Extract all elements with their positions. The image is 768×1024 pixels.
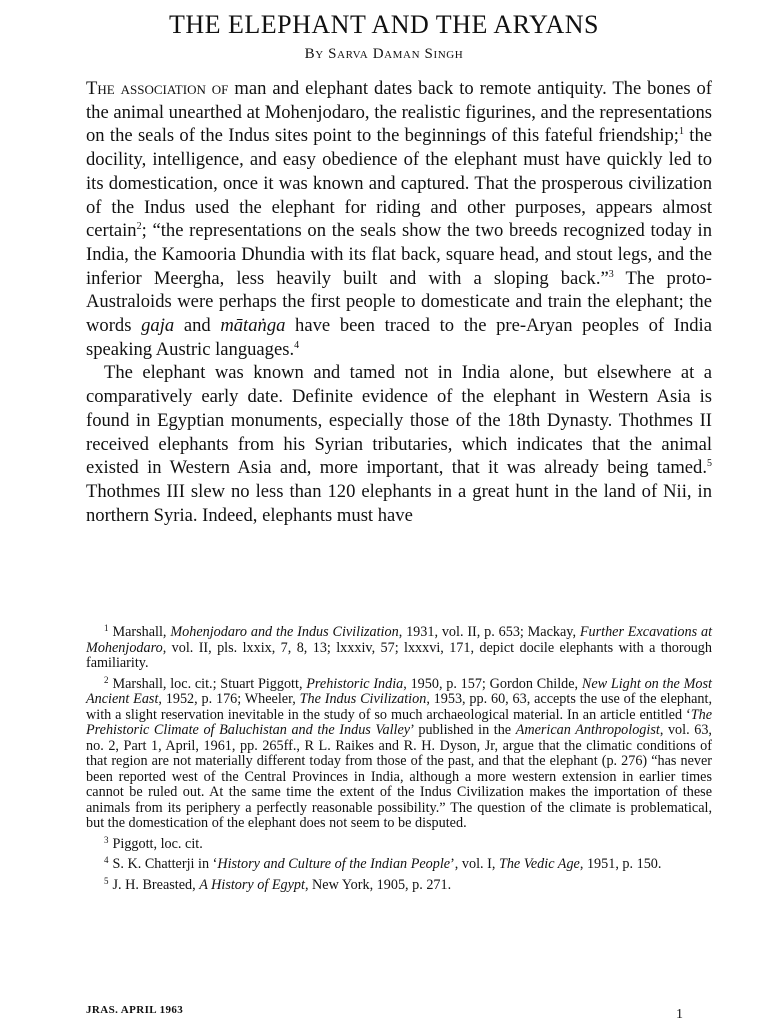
text-run: ; “the representations on the seals show the two breeds recognized today in India, the Kamooria Dhundia with its flat back, square head, and stout legs, and the inferior Meergha, less heavily built and with a sloping back.” (86, 220, 712, 289)
footnote-ref: 1 (678, 126, 684, 138)
paragraph-1 (86, 77, 712, 361)
footnote-number: 5 (104, 875, 109, 886)
text-run: have been traced to the pre-Aryan peoples of India speaking Austric languages. (86, 315, 712, 360)
text-run: , vol. II, pls. lxxix, 7, 8, 13; lxxxiv, 57; lxxxvi, 171, depict docile elephants with a thorough familiarity. (86, 639, 712, 671)
italic-title: New Light on the Most Ancient East (86, 675, 712, 707)
article-title: THE ELEPHANT AND THE ARYANS (168, 10, 599, 39)
footnote-5 (86, 875, 712, 894)
text-run: S. K. Chatterji in ‘ (112, 856, 218, 872)
page-number: 1 (676, 1007, 683, 1022)
footnotes (86, 625, 712, 898)
text-run: ’, vol. I, (450, 856, 499, 872)
footnote-number: 3 (104, 834, 109, 845)
text-run: ’ published in the (410, 722, 516, 738)
text-run: Marshall, loc. cit.; Stuart Piggott, (112, 675, 307, 692)
italic-term: gaja (141, 315, 175, 337)
footnote-ref: 3 (608, 268, 614, 280)
footnote-ref: 2 (136, 221, 142, 233)
italic-title: History and Culture of the Indian People (217, 856, 451, 872)
text-run: Piggott, loc. cit. (112, 835, 203, 852)
text-run: , vol. 63, no. 2, Part 1, April, 1961, pp. 265ff., R L. Raikes and R. H. Dyson, Jr, argue that the climatic conditions of that region are not materially different today from those of the past, and that the elephant (p. 276) “has never been reported west of the Central Provinces in India, although a more western extension in earlier times cannot be ruled out. At the same time the extent of the Indus Civilization makes the importation of these animals from its periphery a perfectly reasonable possibility.” The question of the climate is problematical, but the domestication of the elephant does not seem to be disputed. (86, 722, 712, 831)
footnote-3 (86, 834, 712, 853)
journal-footer: JRAS. APRIL 1963 (86, 1004, 184, 1016)
text-run: and (174, 315, 221, 337)
text-run: , 1950, p. 157; Gordon Childe, (403, 675, 582, 692)
text-run: , 1951, p. 150. (579, 856, 662, 872)
italic-title: A History of Egypt (199, 876, 305, 893)
text-run: , 1953, pp. 60, 63, accepts the use of the elephant, with a slight reservation inevitable in the study of so much archaeological material. In an article entitled ‘ (86, 691, 712, 723)
article-body (86, 77, 712, 527)
italic-title: Prehistoric India (306, 675, 404, 692)
footnote-ref: 5 (707, 458, 712, 470)
text-run: , New York, 1905, p. 271. (304, 876, 452, 893)
text-run: J. H. Breasted, (112, 876, 200, 893)
text-run: the docility, intelligence, and easy obedience of the elephant must have quickly led to its domestication, once it was known and captured. That the prosperous civilization of the Indus used the elephant for riding and other purposes, appears almost certain (86, 125, 712, 242)
text-run: The proto-Australoids were perhaps the first people to domesticate and train the elephant; the words (86, 267, 712, 337)
italic-title: Mohenjodaro and the Indus Civilization (170, 624, 399, 640)
footnote-number: 2 (104, 674, 109, 685)
text-run: man and elephant dates back to remote antiquity. The bones of the animal unearthed at Mohenjodaro, the realistic figurines, and the representations on the seals of the Indus sites point to the beginnings of this fateful friendship; (86, 78, 712, 147)
footnote-2 (86, 674, 712, 832)
footnote-ref: 4 (294, 339, 300, 351)
footnote-number: 4 (104, 855, 109, 865)
text-run: The elephant was known and tamed not in India alone, but elsewhere at a comparatively early date. Definite evidence of the elephant in Western Asia is found in Egyptian monuments, especially those of the 18th Dynasty. Thothmes II received elephants from his Syrian tributaries, which indicates that the animal existed in Western Asia and, more important, that it was already being tamed. (86, 362, 712, 479)
lead-in-words: The association of (86, 78, 229, 99)
italic-title: The Indus Civilization (299, 691, 427, 707)
text-run: , 1952, p. 176; Wheeler, (158, 691, 300, 707)
text-run: Marshall, (112, 624, 171, 640)
italic-title: The Vedic Age (498, 856, 580, 872)
text-run: Thothmes III slew no less than 120 elephants in a great hunt in the land of Nii, in northern Syria. Indeed, elephants must have (86, 480, 712, 526)
italic-title: Further Excavations at Mohenjodaro (86, 624, 713, 656)
footnote-1 (86, 625, 712, 672)
footnote-number: 1 (104, 623, 109, 633)
author-byline: By Sarva Daman Singh (304, 46, 464, 62)
italic-title: The Prehistoric Climate of Baluchistan and the Indus Valley (86, 706, 712, 738)
paragraph-2 (86, 361, 712, 527)
italic-term: mātaṅga (220, 315, 286, 337)
italic-title: American Anthropologist (515, 722, 660, 738)
text-run: , 1931, vol. II, p. 653; Mackay, (398, 624, 580, 640)
footnote-4 (86, 857, 712, 873)
